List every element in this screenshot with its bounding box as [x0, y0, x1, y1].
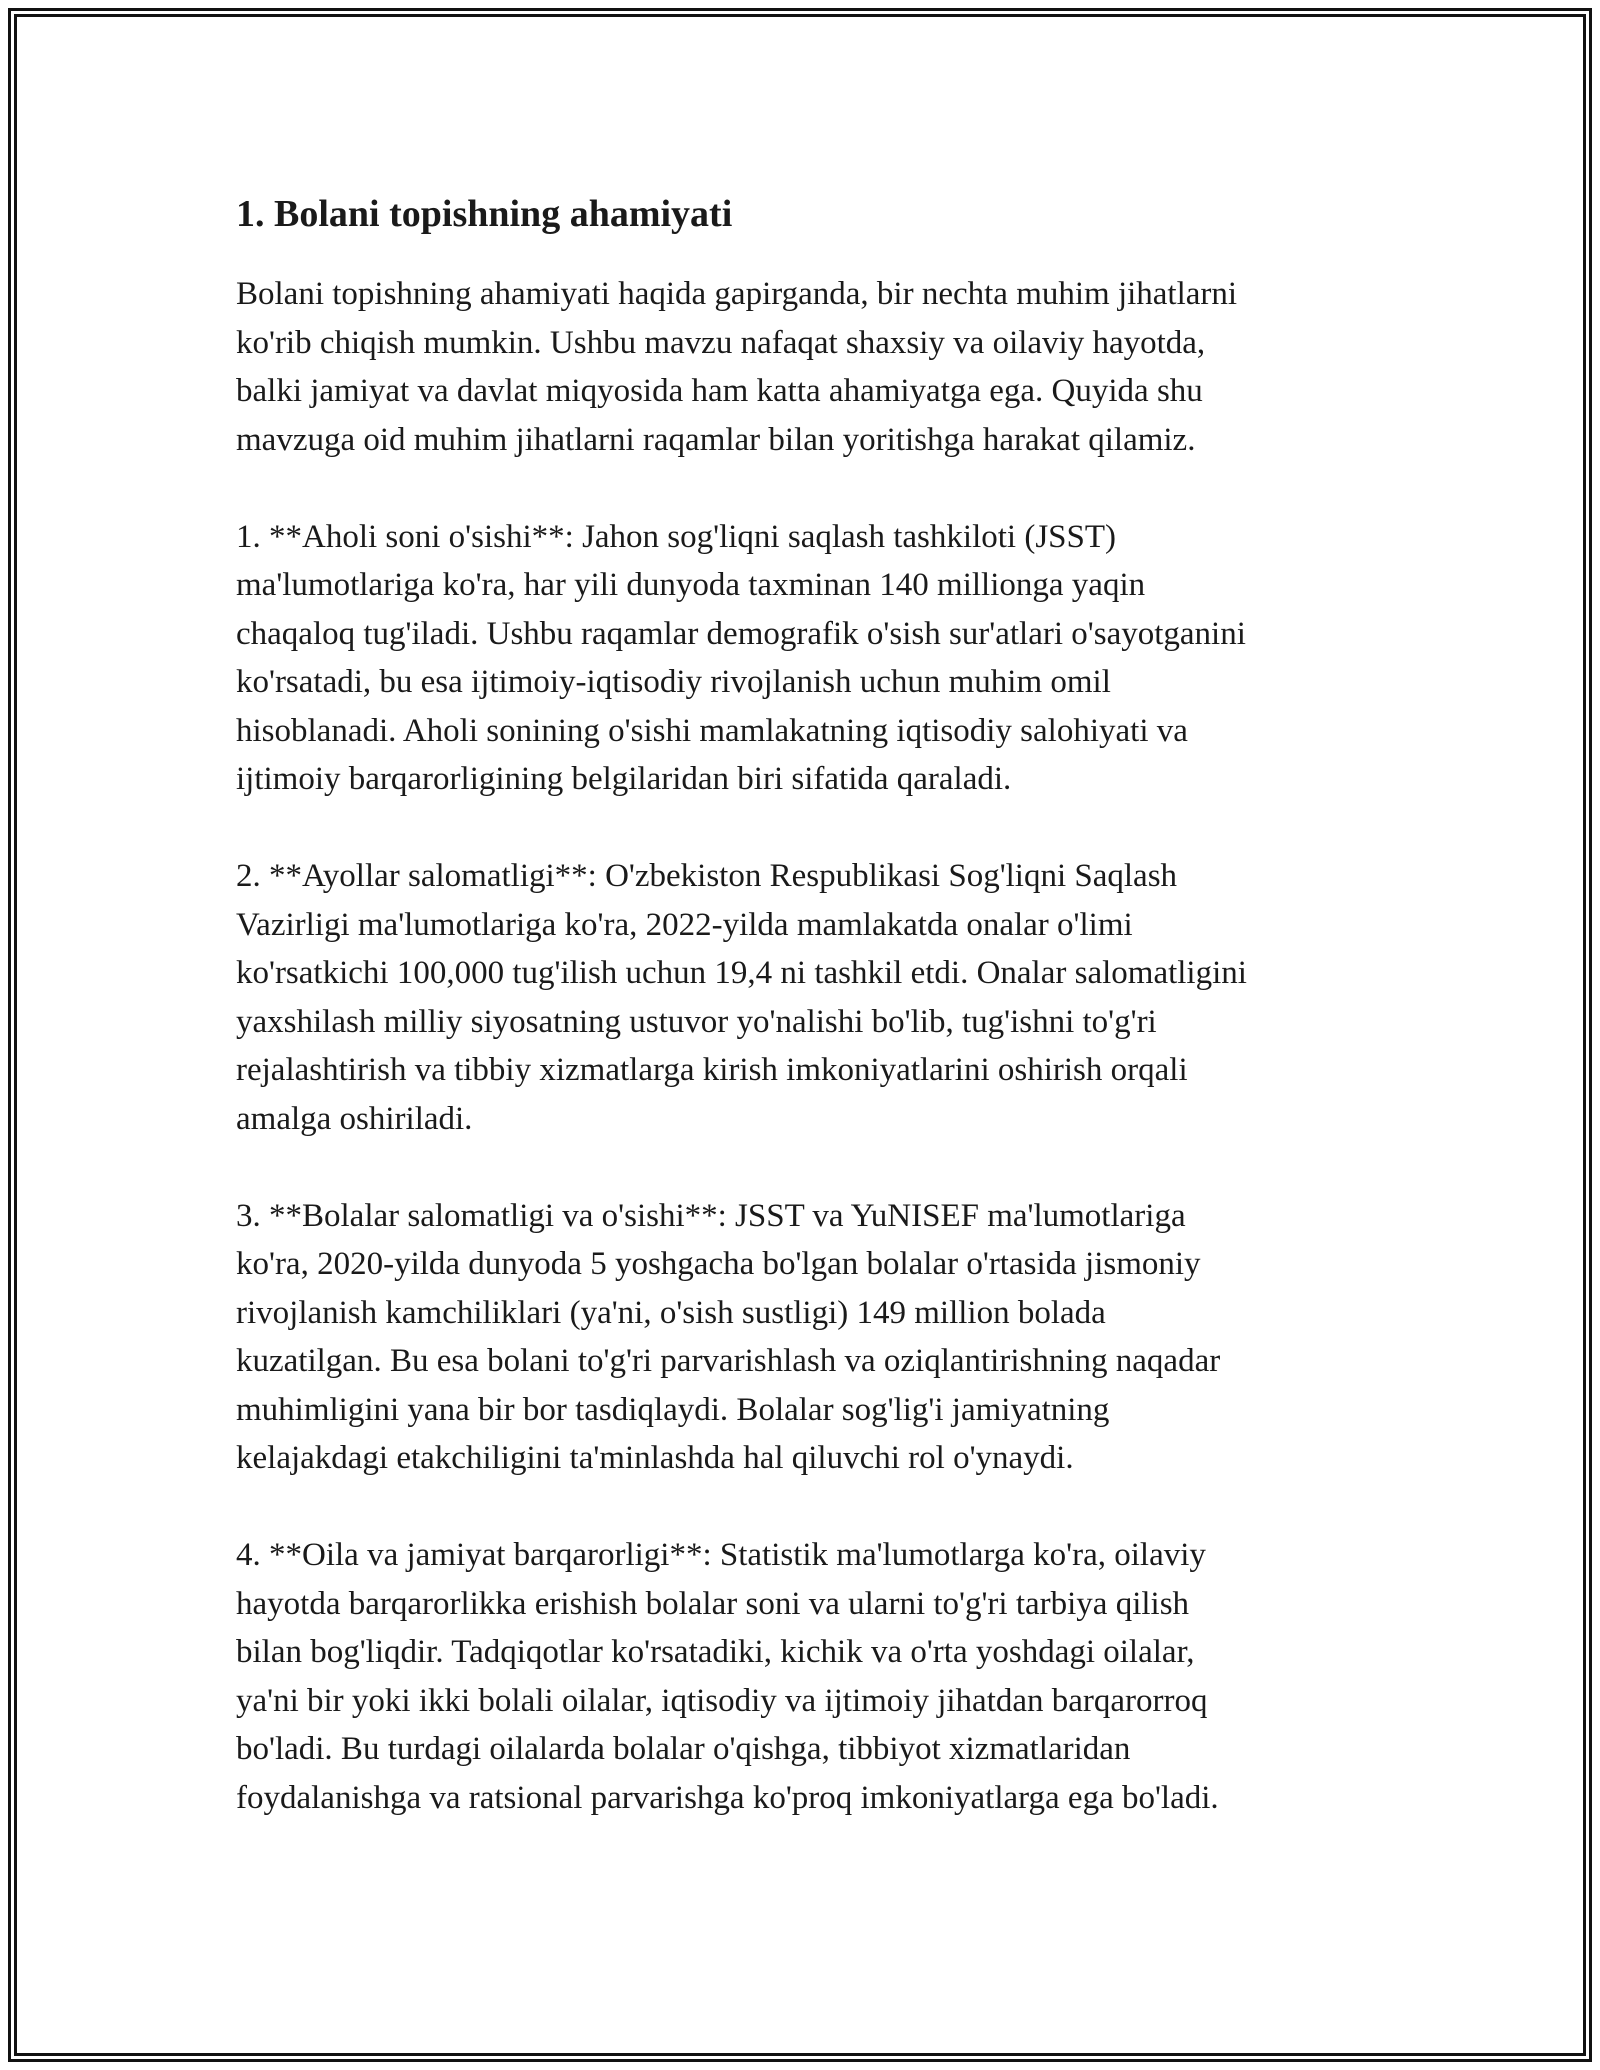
section-heading: 1. Bolani topishning ahamiyati: [236, 193, 733, 235]
paragraph-population-growth: 1. **Aholi soni o'sishi**: Jahon sog'liqni saqlash tashkiloti (JSST) ma'lumotlariga ko'ra, har yili dunyoda taxminan 140 millionga yaqin chaqaloq tug'iladi. Ushbu raqamlar demografik o'sish sur'atlari o'sayotganini ko'rsatadi, bu esa ijtimoiy-iqtisodiy rivojlanish uchun muhim omil hisoblanadi. Aholi sonining o'sishi mamlakatning iqtisodiy salohiyati va ijtimoiy barqarorligining belgilaridan biri sifatida qaraladi.: [236, 518, 1246, 797]
paragraph-family-stability: 4. **Oila va jamiyat barqarorligi**: Statistik ma'lumotlarga ko'ra, oilaviy hayotda barqarorlikka erishish bolalar soni va ularni to'g'ri tarbiya qilish bilan bog'liqdir. Tadqiqotlar ko'rsatadiki, kichik va o'rta yoshdagi oilalar, ya'ni bir yoki ikki bolali oilalar, iqtisodiy va ijtimoiy jihatdan barqarorroq bo'ladi. Bu turdagi oilalarda bolalar o'qishga, tibbiyot xizmatlaridan foydalanishga va ratsional parvarishga ko'proq imkoniyatlarga ega bo'ladi.: [236, 1537, 1219, 1816]
intro-paragraph: Bolani topishning ahamiyati haqida gapirganda, bir nechta muhim jihatlarni ko'rib chiqish mumkin. Ushbu mavzu nafaqat shaxsiy va oilaviy hayotda, balki jamiyat va davlat miqyosida ham katta ahamiyatga ega. Quyida shu mavzuga oid muhim jihatlarni raqamlar bilan yoritishga harakat qilamiz.: [236, 276, 1238, 458]
document-body: [236, 186, 1366, 1871]
paragraph-women-health: 2. **Ayollar salomatligi**: O'zbekiston Respublikasi Sog'liqni Saqlash Vazirligi ma'lumotlariga ko'ra, 2022-yilda mamlakatda onalar o'limi ko'rsatkichi 100,000 tug'ilish uchun 19,4 ni tashkil etdi. Onalar salomatligini yaxshilash milliy siyosatning ustuvor yo'nalishi bo'lib, tug'ishni to'g'ri rejalashtirish va tibbiy xizmatlarga kirish imkoniyatlarini oshirish orqali amalga oshiriladi.: [236, 858, 1247, 1137]
paragraph-children-health: 3. **Bolalar salomatligi va o'sishi**: JSST va YuNISEF ma'lumotlariga ko'ra, 2020-yilda dunyoda 5 yoshgacha bo'lgan bolalar o'rtasida jismoniy rivojlanish kamchiliklari (ya'ni, o'sish sustligi) 149 million bolada kuzatilgan. Bu esa bolani to'g'ri parvarishlash va oziqlantirishning naqadar muhimligini yana bir bor tasdiqlaydi. Bolalar sog'lig'i jamiyatning kelajakdagi etakchiligini ta'minlashda hal qiluvchi rol o'ynaydi.: [236, 1197, 1221, 1476]
